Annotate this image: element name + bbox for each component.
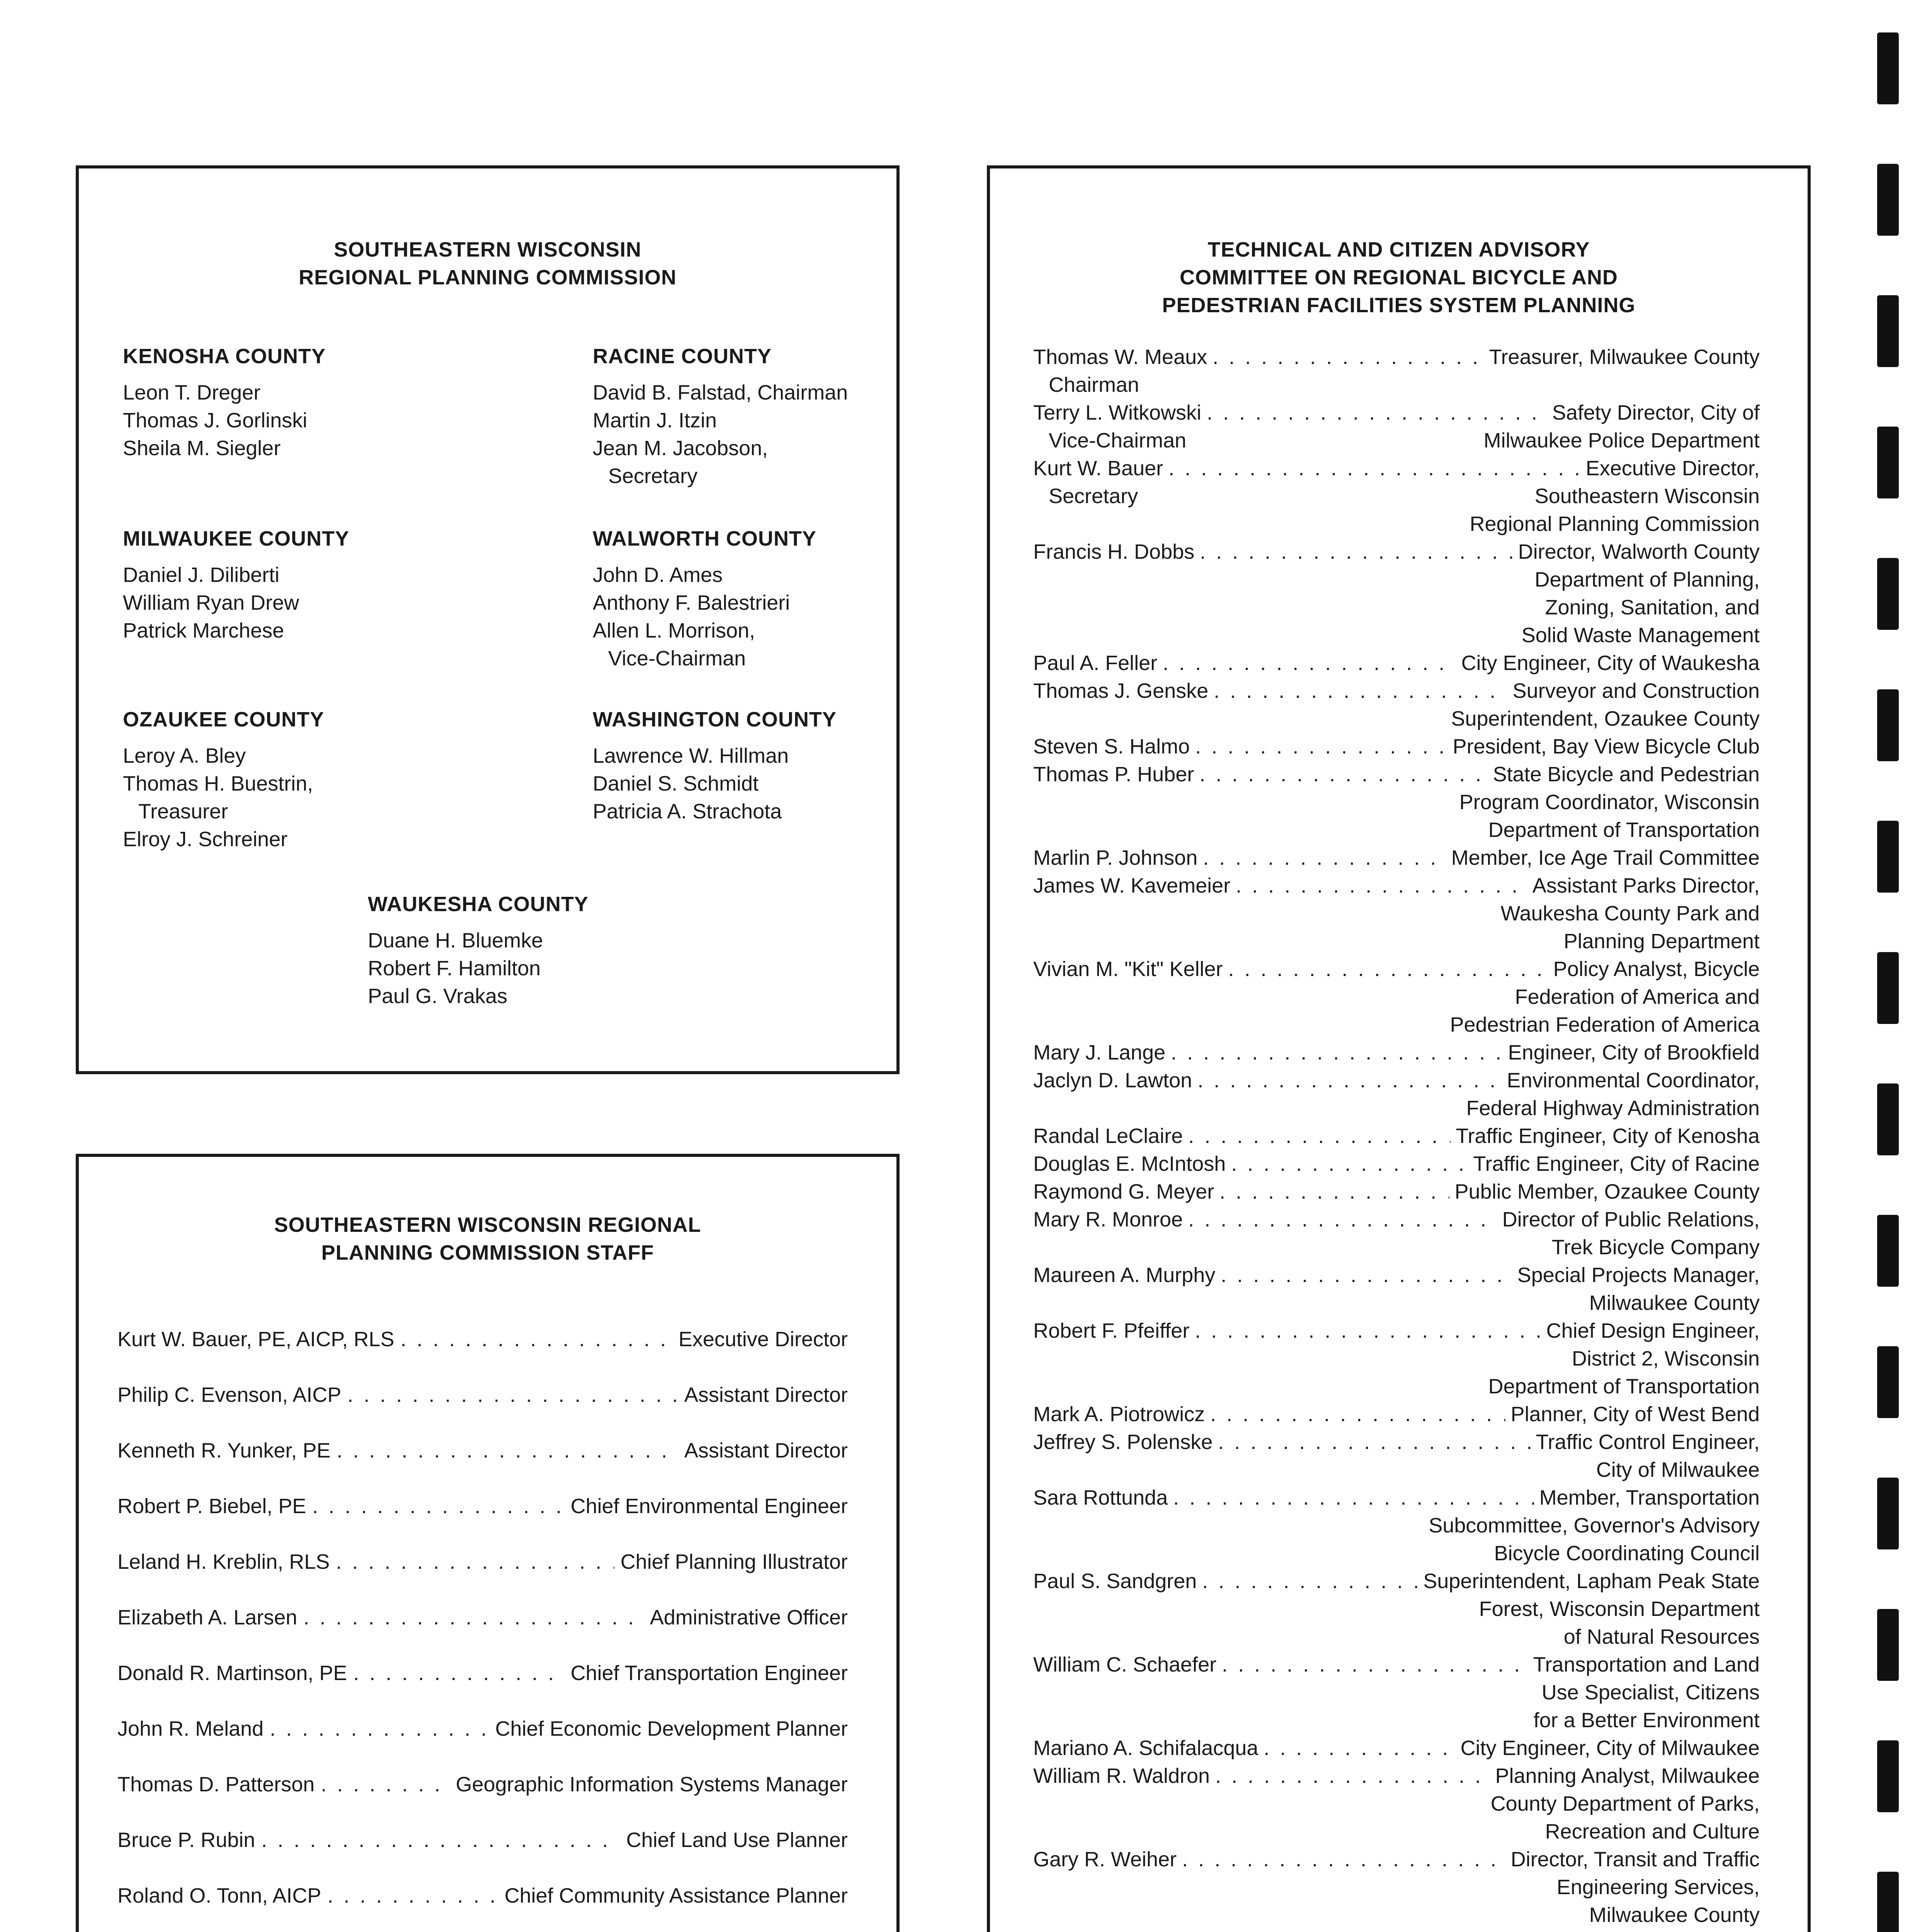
staff-role: Assistant Director bbox=[684, 1439, 848, 1462]
member-role bbox=[1033, 621, 1049, 649]
committee-member bbox=[1033, 844, 1760, 872]
member-affiliation-continued: Bicycle Coordinating Council bbox=[1494, 1542, 1760, 1565]
member-name: Steven S. Halmo bbox=[1033, 735, 1190, 758]
member-role bbox=[1033, 1901, 1049, 1929]
staff-title: SOUTHEASTERN WISCONSIN REGIONAL PLANNING COMMISSION STAFF bbox=[274, 1213, 701, 1264]
member-affiliation-continued: Solid Waste Management bbox=[1521, 624, 1760, 647]
dot-leader bbox=[1173, 1484, 1534, 1512]
member-role bbox=[1033, 788, 1049, 816]
member-name: Gary R. Weiher bbox=[1033, 1848, 1177, 1871]
member-affiliation-continued: Federal Highway Administration bbox=[1466, 1097, 1760, 1120]
member-affiliation: Transportation and Land bbox=[1533, 1653, 1760, 1676]
member-affiliation: Environmental Coordinator, bbox=[1507, 1069, 1760, 1092]
member-role bbox=[1033, 1873, 1049, 1901]
staff-role: Chief Environmental Engineer bbox=[570, 1495, 848, 1518]
member-role bbox=[1033, 900, 1049, 927]
member-affiliation-continued: Department of Planning, bbox=[1534, 568, 1760, 591]
county-waukesha bbox=[368, 890, 801, 1010]
member-role bbox=[1033, 1790, 1049, 1818]
county-racine bbox=[593, 342, 1026, 490]
staff-name: Philip C. Evenson, AICP bbox=[117, 1383, 342, 1406]
binding-hole-mark bbox=[1877, 1478, 1899, 1549]
committee-member bbox=[1033, 1150, 1760, 1178]
member-affiliation-continued: Trek Bicycle Company bbox=[1551, 1236, 1760, 1259]
member-affiliation-continued: Department of Transportation bbox=[1488, 818, 1760, 842]
dot-leader bbox=[1221, 1261, 1512, 1289]
member-role bbox=[1033, 983, 1049, 1011]
staff-role: Chief Planning Illustrator bbox=[620, 1550, 848, 1573]
dot-leader bbox=[1197, 1066, 1501, 1094]
member-name: Thomas J. Gorlinski bbox=[123, 409, 308, 432]
staff-name: Thomas D. Patterson bbox=[117, 1773, 315, 1796]
county-milwaukee bbox=[123, 525, 556, 645]
member-name: Maureen A. Murphy bbox=[1033, 1264, 1216, 1287]
member-affiliation: State Bicycle and Pedestrian bbox=[1493, 763, 1760, 786]
member-name: James W. Kavemeier bbox=[1033, 874, 1231, 897]
member-affiliation-continued: Zoning, Sanitation, and bbox=[1545, 596, 1760, 619]
committee-member bbox=[1033, 872, 1760, 955]
member-name: Elroy J. Schreiner bbox=[123, 828, 288, 851]
committee-member bbox=[1033, 454, 1760, 538]
staff-name: Kurt W. Bauer, PE, AICP, RLS bbox=[117, 1328, 395, 1351]
member-affiliation-continued: Subcommittee, Governor's Advisory bbox=[1429, 1514, 1760, 1537]
member-name: Raymond G. Meyer bbox=[1033, 1180, 1214, 1203]
member-role bbox=[1033, 566, 1049, 594]
member-name: Francis H. Dobbs bbox=[1033, 540, 1195, 563]
binding-hole-mark bbox=[1877, 952, 1899, 1024]
dot-leader bbox=[1236, 872, 1527, 900]
member-role bbox=[1033, 594, 1049, 621]
member-affiliation: City Engineer, City of Milwaukee bbox=[1460, 1736, 1760, 1760]
staff-row bbox=[117, 1492, 848, 1520]
member-affiliation: Executive Director, bbox=[1585, 457, 1760, 480]
dot-leader bbox=[1203, 844, 1446, 872]
member-affiliation: Engineer, City of Brookfield bbox=[1508, 1041, 1760, 1064]
member-affiliation-continued: Southeastern Wisconsin bbox=[1534, 485, 1760, 508]
binding-hole-mark bbox=[1877, 558, 1899, 630]
dot-leader bbox=[1188, 1206, 1497, 1233]
binding-hole-mark bbox=[1877, 1346, 1899, 1418]
committee-member bbox=[1033, 1845, 1760, 1929]
committee-title: TECHNICAL AND CITIZEN ADVISORY COMMITTEE ON REGIONAL BICYCLE AND PEDESTRIAN FACILITIES SYSTEM PLANNING bbox=[1162, 238, 1636, 317]
committee-member bbox=[1033, 1261, 1760, 1317]
member-affiliation: Special Projects Manager, bbox=[1517, 1264, 1760, 1287]
member-name: Jaclyn D. Lawton bbox=[1033, 1069, 1192, 1092]
member-name: Leon T. Dreger bbox=[123, 381, 261, 404]
member-name: Mary R. Monroe bbox=[1033, 1208, 1183, 1231]
county-name: MILWAUKEE COUNTY bbox=[123, 527, 350, 550]
member-name: Thomas W. Meaux bbox=[1033, 345, 1208, 369]
member-affiliation-continued: District 2, Wisconsin bbox=[1571, 1347, 1760, 1370]
member-affiliation-continued: City of Milwaukee bbox=[1596, 1458, 1760, 1481]
member-affiliation: Public Member, Ozaukee County bbox=[1454, 1180, 1760, 1203]
member-title: Secretary bbox=[608, 464, 698, 488]
member-name: Douglas E. McIntosh bbox=[1033, 1152, 1226, 1175]
dot-leader bbox=[347, 1381, 678, 1409]
staff-name: John R. Meland bbox=[117, 1717, 264, 1740]
committee-member bbox=[1033, 649, 1760, 677]
member-affiliation: Director of Public Relations, bbox=[1502, 1208, 1760, 1231]
staff-role: Executive Director bbox=[678, 1328, 848, 1351]
member-name: Vivian M. "Kit" Keller bbox=[1033, 957, 1223, 981]
dot-leader bbox=[336, 1548, 614, 1576]
member-affiliation: Planning Analyst, Milwaukee bbox=[1495, 1764, 1760, 1787]
dot-leader bbox=[270, 1715, 489, 1743]
county-name: KENOSHA COUNTY bbox=[123, 345, 326, 368]
county-washington bbox=[593, 706, 1026, 825]
staff-name: Elizabeth A. Larsen bbox=[117, 1606, 298, 1629]
committee-member bbox=[1033, 1206, 1760, 1261]
member-affiliation: Traffic Control Engineer, bbox=[1536, 1430, 1760, 1454]
member-role bbox=[1033, 705, 1049, 733]
committee-member bbox=[1033, 1762, 1760, 1845]
member-name: Patricia A. Strachota bbox=[593, 800, 782, 823]
member-name: Thomas H. Buestrin, bbox=[123, 772, 313, 795]
committee-member bbox=[1033, 1400, 1760, 1428]
committee-box bbox=[987, 165, 1811, 1932]
member-role bbox=[1033, 1539, 1049, 1567]
member-affiliation-continued: Waukesha County Park and bbox=[1500, 902, 1760, 925]
county-name: WALWORTH COUNTY bbox=[593, 527, 816, 550]
member-name: Robert F. Pfeiffer bbox=[1033, 1319, 1190, 1342]
dot-leader bbox=[1218, 1428, 1530, 1456]
county-kenosha bbox=[123, 342, 556, 462]
staff-row bbox=[117, 1437, 848, 1464]
member-affiliation: Planner, City of West Bend bbox=[1510, 1403, 1760, 1426]
committee-member bbox=[1033, 1039, 1760, 1066]
member-name: Lawrence W. Hillman bbox=[593, 744, 789, 767]
committee-member bbox=[1033, 1567, 1760, 1651]
member-role bbox=[1033, 510, 1049, 538]
member-name: Daniel S. Schmidt bbox=[593, 772, 759, 795]
staff-role: Administrative Officer bbox=[650, 1606, 848, 1629]
binding-hole-mark bbox=[1877, 427, 1899, 498]
binding-hole-mark bbox=[1877, 1215, 1899, 1287]
county-name: WASHINGTON COUNTY bbox=[593, 708, 837, 731]
member-affiliation: Traffic Engineer, City of Kenosha bbox=[1456, 1124, 1760, 1148]
staff-role: Chief Economic Development Planner bbox=[495, 1717, 848, 1740]
member-affiliation-continued: Milwaukee Police Department bbox=[1483, 429, 1760, 452]
staff-row bbox=[117, 1548, 848, 1576]
commission-title: SOUTHEASTERN WISCONSIN REGIONAL PLANNING COMMISSION bbox=[298, 238, 677, 289]
member-affiliation-continued: Forest, Wisconsin Department bbox=[1479, 1597, 1760, 1621]
staff-role: Chief Transportation Engineer bbox=[570, 1662, 848, 1685]
member-role bbox=[1033, 1094, 1049, 1122]
member-affiliation-continued: County Department of Parks, bbox=[1490, 1792, 1760, 1815]
binding-hole-mark bbox=[1877, 821, 1899, 893]
member-name: Robert F. Hamilton bbox=[368, 957, 541, 980]
member-affiliation-continued: Program Coordinator, Wisconsin bbox=[1459, 791, 1760, 814]
member-role bbox=[1033, 1456, 1049, 1484]
member-affiliation-continued: for a Better Environment bbox=[1533, 1709, 1760, 1732]
member-role bbox=[1033, 1595, 1049, 1623]
member-affiliation: Treasurer, Milwaukee County bbox=[1489, 345, 1760, 369]
committee-member-list bbox=[1033, 343, 1760, 1929]
member-role bbox=[1033, 1818, 1049, 1845]
member-role bbox=[1033, 1512, 1049, 1539]
member-affiliation: Assistant Parks Director, bbox=[1532, 874, 1760, 897]
county-name: OZAUKEE COUNTY bbox=[123, 708, 325, 731]
member-name: Sara Rottunda bbox=[1033, 1486, 1168, 1509]
staff-name: Donald R. Martinson, PE bbox=[117, 1662, 347, 1685]
member-name: Paul S. Sandgren bbox=[1033, 1570, 1197, 1593]
dot-leader bbox=[1210, 1400, 1505, 1428]
member-name: Paul A. Feller bbox=[1033, 651, 1158, 675]
committee-member bbox=[1033, 1651, 1760, 1734]
dot-leader bbox=[1163, 649, 1456, 677]
member-affiliation-continued: Federation of America and bbox=[1515, 985, 1760, 1009]
committee-member bbox=[1033, 1178, 1760, 1206]
committee-member bbox=[1033, 1317, 1760, 1400]
staff-box bbox=[76, 1154, 900, 1932]
member-affiliation-continued: Recreation and Culture bbox=[1545, 1820, 1760, 1843]
dot-leader bbox=[327, 1882, 498, 1910]
member-role: Vice-Chairman bbox=[1049, 429, 1187, 452]
staff-name: Kenneth R. Yunker, PE bbox=[117, 1439, 331, 1462]
binding-hole-mark bbox=[1877, 295, 1899, 367]
county-name: RACINE COUNTY bbox=[593, 345, 772, 368]
dot-leader bbox=[337, 1437, 678, 1464]
member-role bbox=[1033, 1679, 1049, 1706]
member-name: Jeffrey S. Polenske bbox=[1033, 1430, 1213, 1454]
dot-leader bbox=[312, 1492, 564, 1520]
member-name: Sheila M. Siegler bbox=[123, 437, 281, 460]
member-name: Anthony F. Balestrieri bbox=[593, 591, 790, 614]
dot-leader bbox=[1228, 955, 1548, 983]
dot-leader bbox=[1188, 1122, 1450, 1150]
binding-hole-mark bbox=[1877, 689, 1899, 761]
member-affiliation: Safety Director, City of bbox=[1552, 401, 1760, 424]
member-affiliation-continued: Milwaukee County bbox=[1589, 1291, 1760, 1315]
member-affiliation-continued: Engineering Services, bbox=[1556, 1876, 1760, 1899]
member-role: Chairman bbox=[1049, 373, 1139, 396]
member-role bbox=[1033, 1233, 1049, 1261]
dot-leader bbox=[1207, 399, 1547, 427]
binding-hole-mark bbox=[1877, 164, 1899, 236]
member-affiliation-continued: Pedestrian Federation of America bbox=[1450, 1013, 1760, 1036]
member-name: Terry L. Witkowski bbox=[1033, 401, 1202, 424]
staff-name: Bruce P. Rubin bbox=[117, 1828, 255, 1852]
member-role bbox=[1033, 816, 1049, 844]
committee-member bbox=[1033, 343, 1760, 399]
dot-leader bbox=[303, 1604, 644, 1631]
binding-hole-mark bbox=[1877, 1609, 1899, 1681]
dot-leader bbox=[353, 1659, 564, 1687]
dot-leader bbox=[1264, 1734, 1455, 1762]
committee-member bbox=[1033, 1734, 1760, 1762]
staff-role: Chief Land Use Planner bbox=[626, 1828, 848, 1852]
county-walworth bbox=[593, 525, 1026, 672]
member-affiliation: Surveyor and Construction bbox=[1512, 679, 1760, 702]
member-role bbox=[1033, 1706, 1049, 1734]
member-name: John D. Ames bbox=[593, 563, 723, 587]
staff-row bbox=[117, 1659, 848, 1687]
member-name: Jean M. Jacobson, bbox=[593, 437, 768, 460]
dot-leader bbox=[400, 1325, 672, 1353]
member-name: Paul G. Vrakas bbox=[368, 985, 508, 1008]
committee-member bbox=[1033, 1122, 1760, 1150]
member-name: Kurt W. Bauer bbox=[1033, 457, 1163, 480]
dot-leader bbox=[321, 1770, 449, 1798]
binding-hole-mark bbox=[1877, 32, 1899, 104]
member-affiliation-continued: Planning Department bbox=[1563, 930, 1760, 953]
dot-leader bbox=[1231, 1150, 1468, 1178]
dot-leader bbox=[1219, 1178, 1449, 1206]
member-name: Duane H. Bluemke bbox=[368, 929, 543, 952]
staff-row bbox=[117, 1882, 848, 1910]
dot-leader bbox=[1215, 1762, 1490, 1790]
committee-member bbox=[1033, 1484, 1760, 1567]
staff-name: Roland O. Tonn, AICP bbox=[117, 1884, 321, 1907]
committee-member bbox=[1033, 538, 1760, 649]
member-name: Martin J. Itzin bbox=[593, 409, 717, 432]
member-affiliation: Director, Transit and Traffic bbox=[1510, 1848, 1760, 1871]
staff-row bbox=[117, 1770, 848, 1798]
binding-hole-mark bbox=[1877, 1872, 1899, 1932]
member-affiliation-continued: Use Specialist, Citizens bbox=[1541, 1681, 1760, 1704]
dot-leader bbox=[1214, 677, 1507, 705]
member-name: Marlin P. Johnson bbox=[1033, 846, 1198, 869]
member-name: Allen L. Morrison, bbox=[593, 619, 755, 642]
member-role: Secretary bbox=[1049, 485, 1138, 508]
dot-leader bbox=[1222, 1651, 1527, 1679]
member-affiliation: Traffic Engineer, City of Racine bbox=[1473, 1152, 1760, 1175]
staff-role: Chief Community Assistance Planner bbox=[504, 1884, 848, 1907]
binding-hole-mark bbox=[1877, 1083, 1899, 1155]
dot-leader bbox=[1171, 1039, 1502, 1066]
member-affiliation: City Engineer, City of Waukesha bbox=[1461, 651, 1760, 675]
staff-name: Robert P. Biebel, PE bbox=[117, 1495, 306, 1518]
member-name: Patrick Marchese bbox=[123, 619, 284, 642]
member-title: Vice-Chairman bbox=[608, 647, 746, 670]
committee-member bbox=[1033, 760, 1760, 844]
dot-leader bbox=[1195, 1317, 1541, 1345]
member-name: William Ryan Drew bbox=[123, 591, 299, 614]
dot-leader bbox=[1200, 538, 1513, 566]
committee-member bbox=[1033, 399, 1760, 454]
member-name: William R. Waldron bbox=[1033, 1764, 1210, 1787]
member-name: David B. Falstad, Chairman bbox=[593, 381, 848, 404]
dot-leader bbox=[1168, 454, 1580, 482]
staff-row bbox=[117, 1325, 848, 1353]
member-affiliation: Member, Ice Age Trail Committee bbox=[1451, 846, 1760, 869]
member-name: Mariano A. Schifalacqua bbox=[1033, 1736, 1259, 1760]
staff-row bbox=[117, 1381, 848, 1409]
binding-hole-mark bbox=[1877, 1740, 1899, 1812]
member-affiliation: President, Bay View Bicycle Club bbox=[1452, 735, 1760, 758]
staff-role: Geographic Information Systems Manager bbox=[456, 1773, 848, 1796]
staff-role: Assistant Director bbox=[684, 1383, 848, 1406]
member-title: Treasurer bbox=[138, 800, 228, 823]
member-name: Mark A. Piotrowicz bbox=[1033, 1403, 1205, 1426]
member-affiliation-continued: Department of Transportation bbox=[1488, 1375, 1760, 1398]
member-affiliation: Superintendent, Lapham Peak State bbox=[1423, 1570, 1760, 1593]
committee-member bbox=[1033, 677, 1760, 733]
member-name: Mary J. Lange bbox=[1033, 1041, 1166, 1064]
staff-row bbox=[117, 1604, 848, 1631]
dot-leader bbox=[1195, 733, 1447, 760]
staff-name: Leland H. Kreblin, RLS bbox=[117, 1550, 330, 1573]
dot-leader bbox=[261, 1826, 620, 1854]
member-affiliation-continued: Regional Planning Commission bbox=[1469, 512, 1760, 536]
commission-box bbox=[76, 165, 900, 1074]
member-affiliation: Member, Transportation bbox=[1539, 1486, 1760, 1509]
committee-member bbox=[1033, 955, 1760, 1039]
dot-leader bbox=[1202, 1567, 1418, 1595]
staff-row bbox=[117, 1715, 848, 1743]
member-role bbox=[1033, 1345, 1049, 1372]
committee-member bbox=[1033, 733, 1760, 760]
member-name: Randal LeClaire bbox=[1033, 1124, 1183, 1148]
dot-leader bbox=[1199, 760, 1487, 788]
dot-leader bbox=[1213, 343, 1484, 371]
member-name: Thomas J. Genske bbox=[1033, 679, 1209, 702]
member-role bbox=[1033, 1289, 1049, 1317]
member-affiliation: Director, Walworth County bbox=[1518, 540, 1760, 563]
county-ozaukee bbox=[123, 706, 556, 853]
member-affiliation-continued: of Natural Resources bbox=[1563, 1625, 1760, 1648]
member-affiliation-continued: Superintendent, Ozaukee County bbox=[1451, 707, 1760, 730]
member-role bbox=[1033, 1623, 1049, 1651]
committee-member bbox=[1033, 1066, 1760, 1122]
county-name: WAUKESHA COUNTY bbox=[368, 893, 589, 916]
member-name: Thomas P. Huber bbox=[1033, 763, 1194, 786]
member-name: William C. Schaefer bbox=[1033, 1653, 1217, 1676]
member-role bbox=[1033, 1011, 1049, 1039]
staff-row bbox=[117, 1826, 848, 1854]
member-role bbox=[1033, 927, 1049, 955]
member-affiliation: Chief Design Engineer, bbox=[1546, 1319, 1760, 1342]
member-name: Daniel J. Diliberti bbox=[123, 563, 280, 587]
member-affiliation-continued: Milwaukee County bbox=[1589, 1903, 1760, 1927]
member-role bbox=[1033, 1372, 1049, 1400]
member-affiliation: Policy Analyst, Bicycle bbox=[1553, 957, 1760, 981]
dot-leader bbox=[1182, 1845, 1505, 1873]
member-name: Leroy A. Bley bbox=[123, 744, 246, 767]
committee-member bbox=[1033, 1428, 1760, 1484]
